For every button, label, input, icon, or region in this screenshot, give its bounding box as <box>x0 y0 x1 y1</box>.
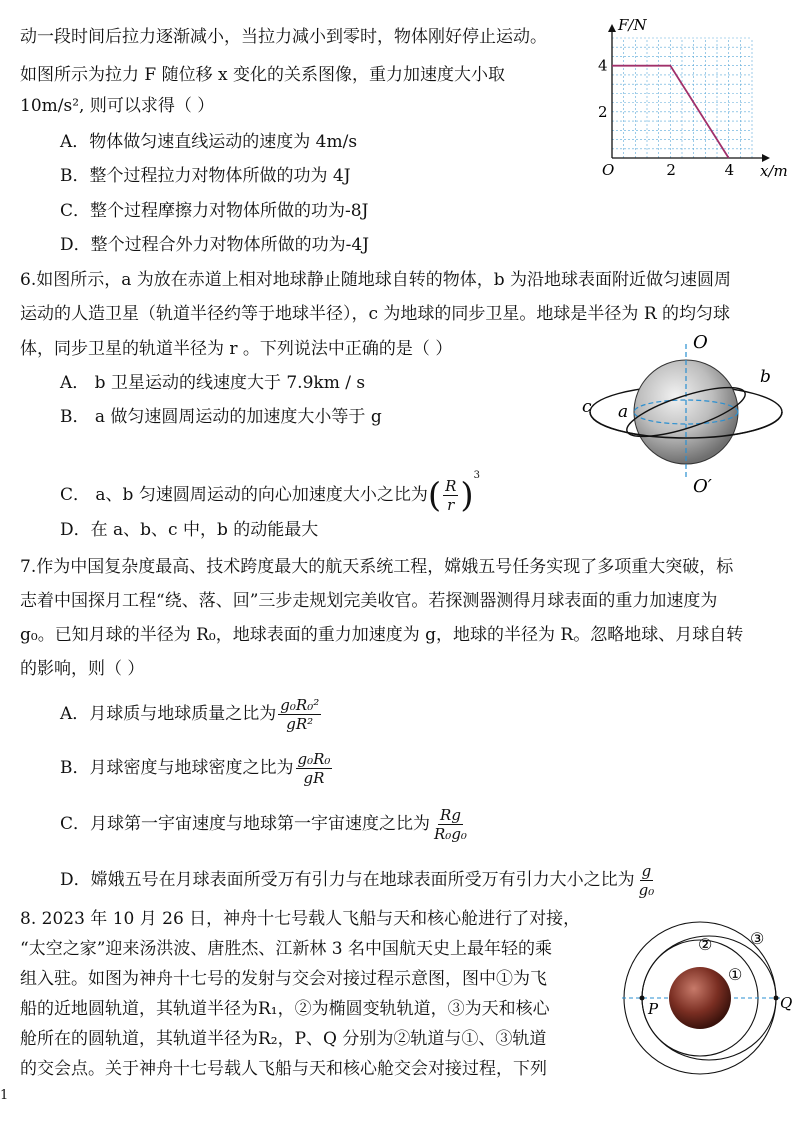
q7-option-c-text: C．月球第一宇宙速度与地球第一宇宙速度之比为 <box>60 814 431 834</box>
y-tick-label: 2 <box>598 102 608 121</box>
q7-option-a[interactable] <box>60 694 323 734</box>
q8-line-4: 船的近地圆轨道，其轨道半径为R₁，②为椭圆变轨轨道，③为天和核心 <box>20 999 550 1019</box>
label-orbit-1: ① <box>728 965 743 984</box>
page-number: 1 <box>0 1088 9 1103</box>
chart-axes <box>608 24 770 162</box>
paren-close: ) <box>460 475 474 516</box>
y-axis-label: F/N <box>618 18 647 34</box>
fraction-numerator: Rg <box>440 806 461 824</box>
label-c: c <box>582 397 592 417</box>
label-orbit-3: ③ <box>750 929 765 948</box>
fraction-denominator: gR <box>303 769 325 787</box>
orbit-transfer-figure <box>610 908 794 1076</box>
q6-option-c-text: C． a、b 匀速圆周运动的向心加速度大小之比为 <box>60 485 428 505</box>
q7-option-b-text: B．月球密度与地球密度之比为 <box>60 758 294 778</box>
q7-line-3: g₀。已知月球的半径为 R₀，地球表面的重力加速度为 g，地球的半径为 R。忽略地球、月球自转 <box>20 625 744 645</box>
fraction-denominator: R₀g₀ <box>434 825 467 843</box>
fraction-numerator: g₀R₀ <box>297 750 331 768</box>
label-o: O <box>693 332 708 353</box>
label-p: P <box>648 1000 659 1018</box>
x-axis-arrow <box>762 154 770 162</box>
q5-line-3: 10m/s², 则可以求得（ ） <box>20 96 215 116</box>
fraction-denominator: g₀ <box>638 881 655 899</box>
q5-option-b[interactable]: B．整个过程拉力对物体所做的功为 4J <box>60 166 351 186</box>
fraction-denominator: gR² <box>286 715 314 733</box>
label-o-prime: O′ <box>693 476 712 497</box>
q7-option-b-fraction <box>296 750 333 787</box>
point-q <box>774 996 779 1001</box>
q7-option-c[interactable] <box>60 804 471 844</box>
paren-open: ( <box>427 475 442 516</box>
q6-option-d[interactable]: D．在 a、b、c 中，b 的动能最大 <box>60 520 319 540</box>
force-displacement-chart <box>590 18 790 180</box>
chart-grid <box>612 38 752 158</box>
q6-option-c[interactable] <box>60 452 480 520</box>
q6-line-1: 6.如图所示，a 为放在赤道上相对地球静止随地球自转的物体，b 为沿地球表面附近做匀速圆周 <box>20 270 732 290</box>
label-a: a <box>618 402 629 422</box>
q6-option-c-fraction <box>443 477 458 514</box>
q7-line-4: 的影响，则（ ） <box>20 659 145 679</box>
exponent: 3 <box>473 470 481 481</box>
q7-option-d[interactable] <box>60 860 658 900</box>
q8-line-6: 的交会点。关于神舟十七号载人飞船与天和核心舱交会对接过程，下列 <box>20 1059 547 1079</box>
point-p <box>640 996 645 1001</box>
q7-line-2: 志着中国探月工程“绕、落、回”三步走规划完美收官。若探测器测得月球表面的重力加速度为 <box>20 591 718 611</box>
fraction-numerator: g₀R₀² <box>280 696 320 714</box>
q5-line-2: 如图所示为拉力 F 随位移 x 变化的关系图像，重力加速度大小取 <box>20 65 505 85</box>
q5-line-1: 动一段时间后拉力逐渐减小，当拉力减小到零时，物体刚好停止运动。 <box>20 27 547 47</box>
q6-line-2: 运动的人造卫星（轨道半径约等于地球半径），c 为地球的同步卫星。地球是半径为 R 的均匀球 <box>20 304 731 324</box>
q5-option-c[interactable]: C．整个过程摩擦力对物体所做的功为-8J <box>60 201 369 221</box>
q5-option-a[interactable]: A．物体做匀速直线运动的速度为 4m/s <box>60 132 358 152</box>
fraction-numerator: R <box>445 477 457 495</box>
q8-line-1: 8. 2023 年 10 月 26 日，神舟十七号载人飞船与天和核心舱进行了对接， <box>20 909 581 929</box>
label-b: b <box>760 367 771 387</box>
q7-line-1: 7.作为中国复杂度最高、技术跨度最大的航天系统工程，嫦娥五号任务实现了多项重大突破，标 <box>20 557 734 577</box>
x-tick-label: 2 <box>666 161 676 179</box>
q7-option-a-text: A．月球质与地球质量之比为 <box>60 704 277 724</box>
chart-labels <box>598 18 788 180</box>
y-axis-arrow <box>608 24 616 32</box>
x-tick-label: 4 <box>724 161 735 179</box>
q6-line-3: 体，同步卫星的轨道半径为 r 。下列说法中正确的是（ ） <box>20 339 453 359</box>
label-q: Q <box>780 994 793 1012</box>
q6-option-a[interactable]: A． b 卫星运动的线速度大于 7.9km / s <box>60 373 366 393</box>
label-orbit-2: ② <box>698 935 713 954</box>
q6-option-b[interactable]: B． a 做匀速圆周运动的加速度大小等于 g <box>60 407 382 427</box>
q7-option-c-fraction <box>432 806 469 843</box>
y-tick-label: 4 <box>598 56 608 75</box>
fraction-numerator: g <box>641 862 652 880</box>
earth-planet <box>669 967 731 1029</box>
q8-line-2: “太空之家”迎来汤洪波、唐胜杰、江新林 3 名中国航天史上最年轻的乘 <box>20 939 553 959</box>
earth-satellite-figure <box>578 330 792 502</box>
q8-line-5: 舱所在的圆轨道，其轨道半径为R₂，P、Q 分别为②轨道与①、③轨道 <box>20 1029 547 1049</box>
x-axis-label: x/m <box>760 162 788 180</box>
q7-option-d-fraction <box>637 862 657 899</box>
q7-option-b[interactable] <box>60 748 334 788</box>
fraction-denominator: r <box>447 496 455 514</box>
q7-option-d-text: D．嫦娥五号在月球表面所受万有引力与在地球表面所受万有引力大小之比为 <box>60 870 635 890</box>
origin-label: O <box>602 161 615 179</box>
q5-option-d[interactable]: D．整个过程合外力对物体所做的功为-4J <box>60 235 370 255</box>
q8-line-3: 组入驻。如图为神舟十七号的发射与交会对接过程示意图，图中①为飞 <box>20 969 547 989</box>
q7-option-a-fraction <box>278 696 321 733</box>
